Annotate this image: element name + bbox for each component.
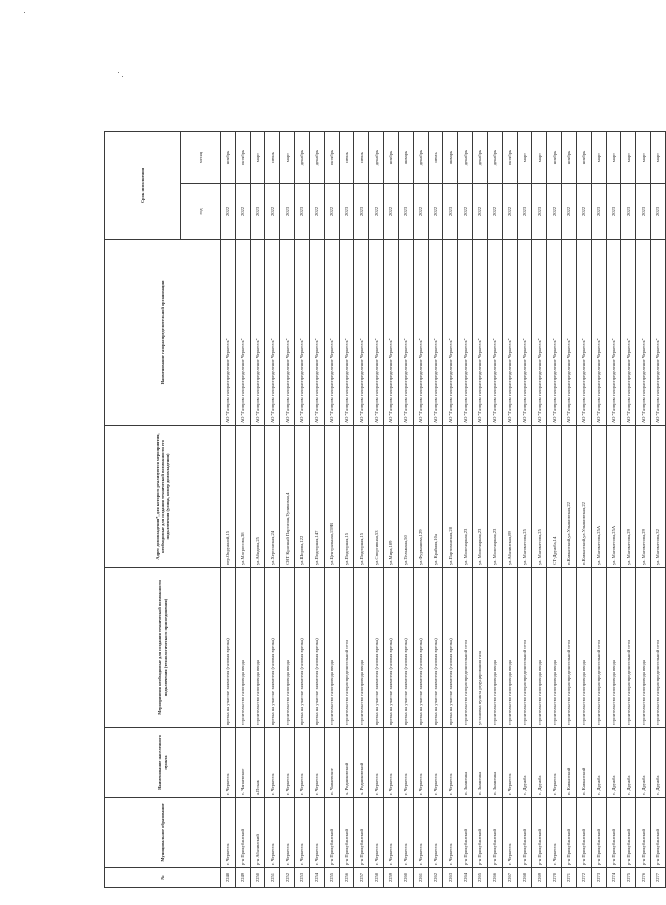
- measure-cell: врезка на участке заявителя (газовая врезка): [309, 568, 324, 728]
- settlement-cell: х. Родниковский: [354, 728, 369, 798]
- year-cell: 2022: [562, 184, 577, 240]
- row-number: 2248: [221, 868, 236, 888]
- month-cell: декабрь: [458, 132, 473, 184]
- row-number: 2258: [369, 868, 384, 888]
- settlement-cell: с. Дружба: [651, 728, 666, 798]
- address-cell: ул. Магометова,25А: [606, 426, 621, 568]
- municipality-cell: г. Черкесск: [309, 798, 324, 868]
- organization-cell: АО "Газпром газораспределение Черкесск": [443, 240, 458, 426]
- organization-cell: АО "Газпром газораспределение Черкесск": [280, 240, 295, 426]
- settlement-cell: г. Черкесск: [413, 728, 428, 798]
- table-row: [473, 132, 488, 888]
- address-cell: ул. Магометова,29: [621, 426, 636, 568]
- row-number: 2249: [235, 868, 250, 888]
- month-cell: март: [517, 132, 532, 184]
- year-cell: 2022: [309, 184, 324, 240]
- municipality-cell: г. Черкесск: [443, 798, 458, 868]
- month-cell: декабрь: [295, 132, 310, 184]
- month-cell: октябрь: [324, 132, 339, 184]
- settlement-cell: с. Дружба: [532, 728, 547, 798]
- year-cell: 2022: [576, 184, 591, 240]
- municipality-cell: г. Черкесск: [547, 798, 562, 868]
- settlement-cell: г. Черкесск: [295, 728, 310, 798]
- organization-cell: АО "Газпром газораспределение Черкесск": [621, 240, 636, 426]
- settlement-cell: с. Дружба: [606, 728, 621, 798]
- municipality-cell: р-н Прикубанский: [458, 798, 473, 868]
- month-cell: январь: [443, 132, 458, 184]
- year-cell: 2023: [295, 184, 310, 240]
- year-cell: 2023: [651, 184, 666, 240]
- settlement-cell: с. Дружба: [621, 728, 636, 798]
- organization-cell: АО "Газпром газораспределение Черкесск": [413, 240, 428, 426]
- month-cell: ноябрь: [547, 132, 562, 184]
- month-cell: июнь: [339, 132, 354, 184]
- year-cell: 2023: [280, 184, 295, 240]
- settlement-cell: г. Черкесск: [428, 728, 443, 798]
- measure-cell: врезка на участке заявителя (газовая врезка): [384, 568, 399, 728]
- municipality-cell: р-н Прикубанский: [606, 798, 621, 868]
- settlement-cell: с. Дружба: [636, 728, 651, 798]
- table-row: [250, 132, 265, 888]
- row-number: 2260: [398, 868, 413, 888]
- table-row: [428, 132, 443, 888]
- table-row: [487, 132, 502, 888]
- address-cell: ул.Фурманова,129: [413, 426, 428, 568]
- month-cell: март: [636, 132, 651, 184]
- settlement-cell: с. Чапаевское: [235, 728, 250, 798]
- month-cell: март: [250, 132, 265, 184]
- address-cell: ул. Крайняя,10а: [428, 426, 443, 568]
- table-row: [517, 132, 532, 888]
- table-row: [532, 132, 547, 888]
- row-number: 2275: [621, 868, 636, 888]
- month-cell: ноябрь: [562, 132, 577, 184]
- year-cell: 2022: [324, 184, 339, 240]
- settlement-cell: п. Чапаевское: [324, 728, 339, 798]
- table-row: [309, 132, 324, 888]
- settlement-cell: п. Знаменка: [473, 728, 488, 798]
- gasification-table: [104, 131, 666, 888]
- table-row: [339, 132, 354, 888]
- municipality-cell: г. Черкесск: [428, 798, 443, 868]
- year-cell: 2022: [547, 184, 562, 240]
- row-number: 2271: [562, 868, 577, 888]
- table-row: [398, 132, 413, 888]
- row-number: 2256: [339, 868, 354, 888]
- address-cell: ул.Подгорная,15: [339, 426, 354, 568]
- address-cell: п.Кавказский,ул.Ульяновская,22: [562, 426, 577, 568]
- table-row: [413, 132, 428, 888]
- table-row: [458, 132, 473, 888]
- settlement-cell: х. Родниковский: [339, 728, 354, 798]
- measure-cell: строительство газопровода ввода: [532, 568, 547, 728]
- settlement-cell: г. Черкесск: [221, 728, 236, 798]
- month-cell: март: [651, 132, 666, 184]
- measure-cell: строительство газопровода ввода: [354, 568, 369, 728]
- municipality-cell: р-н Прикубанский: [487, 798, 502, 868]
- year-cell: 2023: [621, 184, 636, 240]
- year-cell: 2022: [458, 184, 473, 240]
- measure-cell: строительство газораспределительной сети: [621, 568, 636, 728]
- year-cell: 2022: [487, 184, 502, 240]
- measure-cell: врезка на участке заявителя (газовая врезка): [443, 568, 458, 728]
- month-cell: ноябрь: [384, 132, 399, 184]
- year-cell: 2022: [265, 184, 280, 240]
- address-cell: ул.Абидова,25: [250, 426, 265, 568]
- address-cell: ул. Молочарная,23: [487, 426, 502, 568]
- month-cell: октябрь: [235, 132, 250, 184]
- header-num: №: [105, 868, 221, 888]
- row-number: 2269: [532, 868, 547, 888]
- municipality-cell: г. Черкесск: [280, 798, 295, 868]
- municipality-cell: р-н Прикубанский: [651, 798, 666, 868]
- table-row: [621, 132, 636, 888]
- row-number: 2277: [651, 868, 666, 888]
- table-row: [591, 132, 606, 888]
- table-row: [280, 132, 295, 888]
- address-cell: ул.Подгорная,15: [354, 426, 369, 568]
- settlement-cell: г. Черкесск: [443, 728, 458, 798]
- month-cell: декабрь: [369, 132, 384, 184]
- month-cell: ноябрь: [576, 132, 591, 184]
- year-cell: 2023: [606, 184, 621, 240]
- year-cell: 2022: [502, 184, 517, 240]
- organization-cell: АО "Газпром газораспределение Черкесск": [502, 240, 517, 426]
- year-cell: 2023: [636, 184, 651, 240]
- settlement-cell: с. Дружба: [591, 728, 606, 798]
- table-row: [606, 132, 621, 888]
- settlement-cell: с. Дружба: [517, 728, 532, 798]
- municipality-cell: г. Черкесск: [502, 798, 517, 868]
- header-address: Адрес домовладения*, для которого реализуются мероприятия, необходимые для создания технической возможности его подключения (улица, номер домовладения): [105, 426, 221, 568]
- municipality-cell: р-н Абазинский: [250, 798, 265, 868]
- month-cell: ноябрь: [221, 132, 236, 184]
- measure-cell: строительство газораспределительной сети: [651, 568, 666, 728]
- measure-cell: строительство газопровода ввода: [487, 568, 502, 728]
- settlement-cell: г. Черкесск: [369, 728, 384, 798]
- row-number: 2262: [428, 868, 443, 888]
- settlement-cell: г. Черкесск: [309, 728, 324, 798]
- organization-cell: АО "Газпром газораспределение Черкесск": [398, 240, 413, 426]
- address-cell: ул.Матросова,38: [235, 426, 250, 568]
- row-number: 2274: [606, 868, 621, 888]
- rotated-table-wrapper: [104, 132, 661, 888]
- address-cell: ул.Подгорная,147: [309, 426, 324, 568]
- row-number: 2255: [324, 868, 339, 888]
- organization-cell: АО "Газпром газораспределение Черкесск": [265, 240, 280, 426]
- organization-cell: АО "Газпром газораспределение Черкесск": [354, 240, 369, 426]
- measure-cell: врезка на участке заявителя (газовая врезка): [428, 568, 443, 728]
- measure-cell: строительство газопровода ввода: [576, 568, 591, 728]
- settlement-cell: г. Черкесск: [398, 728, 413, 798]
- address-cell: ул.Центральная,159В: [324, 426, 339, 568]
- measure-cell: строительство газопровода ввода: [324, 568, 339, 728]
- table-header: [105, 132, 221, 888]
- settlement-cell: г. Черкесск: [265, 728, 280, 798]
- row-number: 2259: [384, 868, 399, 888]
- measure-cell: строительство газопровода ввода: [502, 568, 517, 728]
- table-row: [443, 132, 458, 888]
- month-cell: июль: [428, 132, 443, 184]
- settlement-cell: г. Черкесск: [384, 728, 399, 798]
- measure-cell: врезка на участке заявителя (газовая врезка): [295, 568, 310, 728]
- year-cell: 2022: [473, 184, 488, 240]
- scan-speck: [24, 12, 25, 13]
- year-cell: 2022: [221, 184, 236, 240]
- year-cell: 2023: [517, 184, 532, 240]
- measure-cell: врезка на участке заявителя (газовая врезка): [265, 568, 280, 728]
- row-number: 2254: [309, 868, 324, 888]
- municipality-cell: р-н Прикубанский: [339, 798, 354, 868]
- header-year: год: [181, 184, 221, 240]
- address-cell: ул.Херсонская,24: [265, 426, 280, 568]
- municipality-cell: г. Черкесск: [413, 798, 428, 868]
- month-cell: июнь: [354, 132, 369, 184]
- measure-cell: строительство газопровода ввода: [280, 568, 295, 728]
- measure-cell: строительство газопровода ввода: [235, 568, 250, 728]
- row-number: 2261: [413, 868, 428, 888]
- municipality-cell: р-н Прикубанский: [354, 798, 369, 868]
- month-cell: март: [606, 132, 621, 184]
- organization-cell: АО "Газпром газораспределение Черкесск": [562, 240, 577, 426]
- municipality-cell: г. Черкесск: [265, 798, 280, 868]
- settlement-cell: г. Черкесск: [547, 728, 562, 798]
- row-number: 2250: [250, 868, 265, 888]
- municipality-cell: г. Черкесск: [384, 798, 399, 868]
- month-cell: январь: [398, 132, 413, 184]
- scan-speck: [118, 72, 119, 73]
- row-number: 2266: [487, 868, 502, 888]
- year-cell: 2023: [398, 184, 413, 240]
- month-cell: март: [621, 132, 636, 184]
- address-cell: ул.Шорова,122: [295, 426, 310, 568]
- table-row: [265, 132, 280, 888]
- address-cell: ул.Абазинская,89: [502, 426, 517, 568]
- organization-cell: АО "Газпром газораспределение Черкесск": [250, 240, 265, 426]
- measure-cell: строительство газораспределительной сети: [562, 568, 577, 728]
- organization-cell: АО "Газпром газораспределение Черкесск": [369, 240, 384, 426]
- table-row: [576, 132, 591, 888]
- settlement-cell: п. Кавказский: [562, 728, 577, 798]
- address-cell: СНТ Красный Партизан,Тупиковая,4: [280, 426, 295, 568]
- municipality-cell: г. Черкесск: [221, 798, 236, 868]
- municipality-cell: р-н Прикубанский: [562, 798, 577, 868]
- measure-cell: врезка на участке заявителя (газовая врезка): [221, 568, 236, 728]
- table-row: [651, 132, 666, 888]
- month-cell: март: [280, 132, 295, 184]
- table-row: [324, 132, 339, 888]
- header-municipality: Муниципальное образование: [105, 798, 221, 868]
- organization-cell: АО "Газпром газораспределение Черкесск": [221, 240, 236, 426]
- year-cell: 2022: [413, 184, 428, 240]
- table-row: [502, 132, 517, 888]
- row-number: 2264: [458, 868, 473, 888]
- settlement-cell: п. Знаменка: [458, 728, 473, 798]
- year-cell: 2022: [369, 184, 384, 240]
- measure-cell: строительство газопровода ввода: [547, 568, 562, 728]
- row-number: 2252: [280, 868, 295, 888]
- table-row: [636, 132, 651, 888]
- measure-cell: строительство газопровода ввода: [636, 568, 651, 728]
- measure-cell: врезка на участке заявителя (газовая врезка): [413, 568, 428, 728]
- organization-cell: АО "Газпром газораспределение Черкесск": [295, 240, 310, 426]
- municipality-cell: г. Черкесск: [369, 798, 384, 868]
- organization-cell: АО "Газпром газораспределение Черкесск": [606, 240, 621, 426]
- row-number: 2253: [295, 868, 310, 888]
- address-cell: пер.Окружной,15: [221, 426, 236, 568]
- address-cell: ул. Магометова,29: [636, 426, 651, 568]
- organization-cell: АО "Газпром газораспределение Черкесск": [324, 240, 339, 426]
- month-cell: март: [591, 132, 606, 184]
- row-number: 2263: [443, 868, 458, 888]
- measure-cell: строительство газопровода ввода: [250, 568, 265, 728]
- settlement-cell: п. Кавказский: [576, 728, 591, 798]
- year-cell: 2023: [591, 184, 606, 240]
- year-cell: 2023: [250, 184, 265, 240]
- organization-cell: АО "Газпром газораспределение Черкесск": [591, 240, 606, 426]
- row-number: 2268: [517, 868, 532, 888]
- municipality-cell: г. Черкесск: [295, 798, 310, 868]
- month-cell: декабрь: [413, 132, 428, 184]
- row-number: 2276: [636, 868, 651, 888]
- measure-cell: строительство газораспределительной сети: [591, 568, 606, 728]
- address-cell: ул.Партизанская,28: [443, 426, 458, 568]
- row-number: 2265: [473, 868, 488, 888]
- month-cell: октябрь: [502, 132, 517, 184]
- organization-cell: АО "Газпром газораспределение Черкесск": [309, 240, 324, 426]
- organization-cell: АО "Газпром газораспределение Черкесск": [576, 240, 591, 426]
- address-cell: ул. Магометова,25: [532, 426, 547, 568]
- year-cell: 2022: [384, 184, 399, 240]
- table-row: [235, 132, 250, 888]
- address-cell: п.Кавказский,ул.Ульяновская,22: [576, 426, 591, 568]
- organization-cell: АО "Газпром газораспределение Черкесск": [636, 240, 651, 426]
- municipality-cell: р-н Прикубанский: [576, 798, 591, 868]
- month-cell: декабрь: [473, 132, 488, 184]
- organization-cell: АО "Газпром газораспределение Черкесск": [517, 240, 532, 426]
- row-number: 2273: [591, 868, 606, 888]
- municipality-cell: р-н Прикубанский: [621, 798, 636, 868]
- year-cell: 2023: [354, 184, 369, 240]
- organization-cell: АО "Газпром газораспределение Черкесск": [651, 240, 666, 426]
- municipality-cell: р-н Прикубанский: [591, 798, 606, 868]
- address-cell: ул. Молочарная,23: [473, 426, 488, 568]
- municipality-cell: р-н Прикубанский: [473, 798, 488, 868]
- table-row: [221, 132, 236, 888]
- table-row: [562, 132, 577, 888]
- row-number: 2267: [502, 868, 517, 888]
- measure-cell: строительство газораспределительной сети: [339, 568, 354, 728]
- table-row: [547, 132, 562, 888]
- organization-cell: АО "Газпром газораспределение Черкесск": [339, 240, 354, 426]
- header-month: месяц: [181, 132, 221, 184]
- year-cell: 2023: [339, 184, 354, 240]
- address-cell: ул. Магометова,25: [517, 426, 532, 568]
- address-cell: ул. Магометова,32: [651, 426, 666, 568]
- year-cell: 2023: [443, 184, 458, 240]
- table-row: [354, 132, 369, 888]
- organization-cell: АО "Газпром газораспределение Черкесск": [473, 240, 488, 426]
- municipality-cell: р-н Прикубанский: [532, 798, 547, 868]
- row-number: 2257: [354, 868, 369, 888]
- row-number: 2270: [547, 868, 562, 888]
- address-cell: ул.Тельмана,50: [398, 426, 413, 568]
- settlement-cell: а.Псыж: [250, 728, 265, 798]
- address-cell: ул.Мира,109: [384, 426, 399, 568]
- measure-cell: врезка на участке заявителя (газовая врезка): [398, 568, 413, 728]
- organization-cell: АО "Газпром газораспределение Черкесск": [487, 240, 502, 426]
- month-cell: март: [532, 132, 547, 184]
- month-cell: июнь: [265, 132, 280, 184]
- address-cell: ул. Молочарная,23: [458, 426, 473, 568]
- scan-speck: [122, 76, 123, 77]
- measure-cell: установка пункта редуцирования газа: [473, 568, 488, 728]
- address-cell: ул.Спортивная,53: [369, 426, 384, 568]
- table-row: [295, 132, 310, 888]
- year-cell: 2023: [532, 184, 547, 240]
- header-settlement: Наименование населенного пункта: [105, 728, 221, 798]
- address-cell: ул. Магометова,25А: [591, 426, 606, 568]
- month-cell: декабрь: [487, 132, 502, 184]
- table-row: [369, 132, 384, 888]
- organization-cell: АО "Газпром газораспределение Черкесск": [428, 240, 443, 426]
- settlement-cell: п. Знаменка: [487, 728, 502, 798]
- measure-cell: строительство газораспределительной сети: [517, 568, 532, 728]
- measure-cell: врезка на участке заявителя (газовая врезка): [369, 568, 384, 728]
- organization-cell: АО "Газпром газораспределение Черкесск": [532, 240, 547, 426]
- municipality-cell: р-н Прикубанский: [636, 798, 651, 868]
- table-row: [384, 132, 399, 888]
- month-cell: декабрь: [309, 132, 324, 184]
- header-measures: Мероприятия необходимые для создания технической возможности подключения (технологического присоединения): [105, 568, 221, 728]
- municipality-cell: г. Черкесск: [398, 798, 413, 868]
- organization-cell: АО "Газпром газораспределение Черкесск": [547, 240, 562, 426]
- settlement-cell: г. Черкесск: [280, 728, 295, 798]
- header-deadline: Срок исполнения: [105, 132, 181, 240]
- measure-cell: строительство газопровода ввода: [606, 568, 621, 728]
- organization-cell: АО "Газпром газораспределение Черкесск": [384, 240, 399, 426]
- address-cell: СТ-Дружба,14: [547, 426, 562, 568]
- row-number: 2251: [265, 868, 280, 888]
- table-body: [221, 132, 666, 888]
- header-organization: Наименование газораспределительной организации: [105, 240, 221, 426]
- settlement-cell: г. Черкесск: [502, 728, 517, 798]
- measure-cell: строительство газораспределительной сети: [458, 568, 473, 728]
- municipality-cell: р-н Прикубанский: [517, 798, 532, 868]
- year-cell: 2022: [428, 184, 443, 240]
- organization-cell: АО "Газпром газораспределение Черкесск": [235, 240, 250, 426]
- municipality-cell: р-н Прикубанский: [235, 798, 250, 868]
- row-number: 2272: [576, 868, 591, 888]
- organization-cell: АО "Газпром газораспределение Черкесск": [458, 240, 473, 426]
- municipality-cell: р-н Прикубанский: [324, 798, 339, 868]
- year-cell: 2022: [235, 184, 250, 240]
